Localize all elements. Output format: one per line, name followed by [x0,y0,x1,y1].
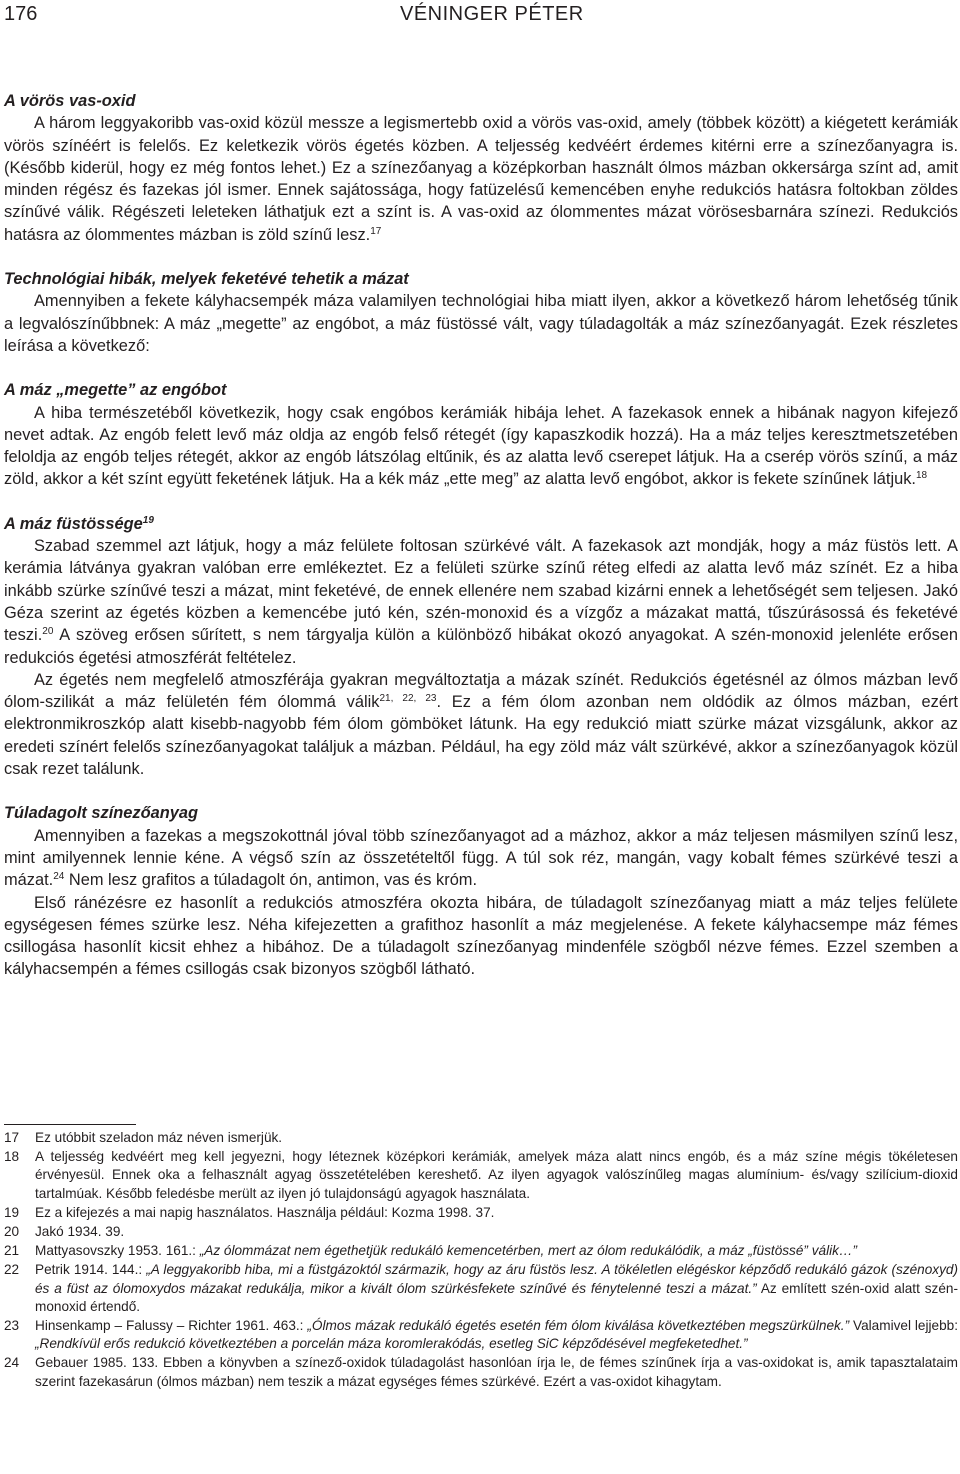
page [4,0,959,1389]
footnote-22 [4,1261,958,1316]
footnote-text: A teljesség kedvéért meg kell jegyezni, hogy léteznek középkori kerámiák, amelyek máza alatt nincs engób, és a máz színe mégis tökéletesen érvényesül. Ennek oka a felhasznált agyag összetételében kereshető. Az ilyen agyagok valószínűleg magas alumínium- és/vagy szilícium-dioxid tartalmúak. Később feledésbe merült az ilyen jó tulajdonságú agyagok használata. [35,1149,958,1201]
section-maz-megette [4,379,958,490]
footnote-number: 17 [4,1130,20,1145]
section-maz-fustossege [4,513,958,781]
footnote-text: Ez a kifejezés a mai napig használatos. Használja például: Kozma 1998. 37. [35,1204,495,1220]
footnote-ref[interactable]: 19 [142,514,154,526]
section-heading: A vörös vas-oxid [4,92,136,110]
paragraph: Első ránézésre ez hasonlít a redukciós atmoszféra okozta hibára, de túladagolt színezőanyag miatt a máz teljes felülete egységesen fémes szürke lesz. Néha kifejezetten a grafithoz hasonlít a máz megjelenése. A fekete kályhacsempe máz fémes csillogása hasonlít kicsit ehhez a hibához. De a túladagolt színezőanyag mindenféle szögből nézve fémes. Ezzel szemben a kályhacsempén a fémes csillogás csak bizonyos szögből látható. [4,893,958,979]
running-title-author: VÉNINGER PÉTER [400,3,584,25]
footnote-21 [4,1242,958,1260]
footnote-number: 24 [4,1355,20,1371]
footnote-number: 23 [4,1318,20,1334]
footnote-19 [4,1204,958,1222]
footnote-23 [4,1317,958,1353]
footnote-20 [4,1223,958,1241]
footnote-text: Jakó 1934. 39. [35,1224,125,1240]
paragraph: Amennyiben a fazekas a megszokottnál jóval több színezőanyagot ad a mázhoz, akkor a máz teljesen másmilyen színű lesz, mint amilyennek lennie kéne. A végső szín az összetételtől függ. A túl sok réz, mangán, vagy kobalt fémes szürkévé teszi a mázat.$^{24}$ Nem lesz grafitos a túladagolt ón, antimon, vas és króm. [4,826,958,890]
footnote-24 [4,1354,958,1390]
section-heading: Túladagolt színezőanyag [4,804,198,823]
footnote-ref[interactable]: 24 [53,871,65,883]
paragraph: Az égetés nem megfelelő atmoszférája gyakran megváltoztatja a mázak színét. Redukciós égetésnél az ólmos mázban levő ólom-szilikát a máz felületén fém ólommá válik$^{21, 22, 23}$. Ez a fém ólom azonban nem oldódik az ólmos mázban, ezért elektronmikroszkóp alatt kisebb-nagyobb fém ólom gömböket látunk. Ha egy redukció miatt szürke mázat vizsgálunk, akkor az eredeti színért felelős színezőanyagokat találjuk a mázban. Például, ha egy zöld máz vált szürkévé, akkor a színezőanyagok közül csak rezet találunk. [4,670,958,779]
footnote-text: Mattyasovszky 1953. 161.: „Az ólommázat nem égethetjük redukáló kemencetérben, mert az ólom redukálódik, a máz „füstössé” válik…” [35,1243,858,1259]
footnote-number: 18 [4,1149,20,1165]
footnote-text: Petrik 1914. 144.: „A leggyakoribb hiba, mi a füstgázoktól származik, hogy az áru füstös lesz. A tökéletlen elégéskor képződő redukáló gázok (szénoxyd) és a füst az ólomoxydos mázakat redukálja, mikor a kivált ólom szürkésfekete színűvé és fénytelenné teszi a mázat.” Az említett szén-oxid alatt szén-monoxid értendő. [35,1262,958,1314]
footnotes [4,1129,958,1392]
paragraph: Szabad szemmel azt látjuk, hogy a máz felülete foltosan szürkévé vált. A fazekasok azt mondják, hogy a máz füstös lett. A kerámia látványa gyakran valóban erre emlékeztet. Ez a felületi szürke színű réteg elfedi az alatta levő máz színét. Ez a hiba inkább szürke színűvé teszi a mázat, mint feketévé, de ennek ellenére nem szabad kizárni ennek a lehetőségét sem teljesen. Jakó Géza szerint az égetés közben a kemencébe jutó kén, szén-monoxid és a vízgőz a mázakat mattá, tűszúrásossá és feketévé teszi.$^{20}$ A szöveg erősen sűrített, s nem tárgyalja külön a különböző hibákat okozó anyagokat. A szén-monoxid jelenléte erősen redukciós égetési atmoszférát feltételez. [4,537,958,667]
section-technologiai-hibak [4,268,958,357]
footnote-text: Hinsenkamp – Falussy – Richter 1961. 463.: „Ólmos mázak redukáló égetés esetén fém ólom kiválása következtében megszürkülnek.” Valamivel lejjebb: „Rendkívül erős redukció következtében a porcelán máza koromlerakódás, esetleg SiC képződésével megfeketedhet.” [35,1318,958,1352]
page-number: 176 [4,3,38,25]
running-header [4,0,959,30]
footnote-separator [4,1124,136,1125]
footnote-text: Ez utóbbit szeladon máz néven ismerjük. [35,1130,283,1145]
footnote-ref[interactable]: 21, 22, 23 [379,693,437,705]
footnote-number: 21 [4,1243,20,1259]
section-heading: A máz füstössége$^{19}$ [4,514,154,533]
section-heading: Technológiai hibák, melyek feketévé tehetik a mázat [4,270,409,289]
footnote-18 [4,1148,958,1203]
footnote-number: 19 [4,1204,20,1220]
paragraph: Amennyiben a fekete kályhacsempék máza valamilyen technológiai hiba miatt ilyen, akkor a következő három lehetőség tűnik a legvalószínűbbnek: A máz „megette” az engóbot, a máz füstössé vált, vagy túladagolták a máz színezőanyagát. Ezek részletes leírása a következő: [4,292,958,355]
paragraph: A három leggyakoribb vas-oxid közül messze a legismertebb oxid a vörös vas-oxid, amely (többek között) a kiégetett kerámiák vörös színéért is felelős. Ez keletkezik vörös égetés közben. A teljesség kedvéért érdemes kitérni erre a színezőanyagra is. (Később kiderül, hogy ez még fontos lehet.) Ez a színezőanyag a középkorban használt ólmos mázban okkersárga színt ad, amit minden régész és fazekas jól ismer. Ennek sajátossága, hogy fatüzelésű kemencében enyhe redukciós hatásra foltokban zöldes színűvé válik. Régészeti leleteken láthatjuk ezt a színt is. A vas-oxid az ólommentes mázat vörösesbarnára színezi. Redukciós hatásra az ólommentes mázban is zöld színű lesz.$^{17}$ [4,114,958,244]
footnote-ref[interactable]: 18 [915,470,928,482]
footnote-ref[interactable]: 17 [370,225,382,237]
section-voros-vas-oxid [4,90,958,246]
footnote-text: Gebauer 1985. 133. Ebben a könyvben a színező-oxidok túladagolást hasonlóan írja le, de fémes színűnek írja a vas-oxidokat is, amik tapasztalataim szerint fazekasárun (ólmos mázban) nem teszik a mázat egységes fémes szürkévé. Ezért a vas-oxidot kihagytam. [35,1355,958,1389]
section-tuladagolt-szinezoanyag [4,802,958,980]
section-heading: A máz „megette” az engóbot [4,381,227,400]
footnote-ref[interactable]: 20 [42,626,54,638]
article-body [4,90,958,1003]
footnote-number: 20 [4,1224,20,1240]
footnote-17 [4,1129,958,1147]
paragraph: A hiba természetéből következik, hogy csak engóbos kerámiák hibája lehet. A fazekasok ennek a hibának nagyon kifejező nevet adtak. Az engób felett levő máz oldja az engób felső rétegét (így kapaszkodik hozzá). Ha a máz teljes keresztmetszetében feloldja az engób teljes rétegét, akkor az engób látszólag eltűnik, és az alatta levő cserepet látjuk. Ha a cserép vörös színű, a máz zöld, akkor a két színt együtt feketének látjuk. Ha a kék máz „ette meg” az alatta levő engóbot, akkor is fekete színűnek látjuk.$^{18}$ [4,403,958,489]
footnote-number: 22 [4,1262,20,1278]
